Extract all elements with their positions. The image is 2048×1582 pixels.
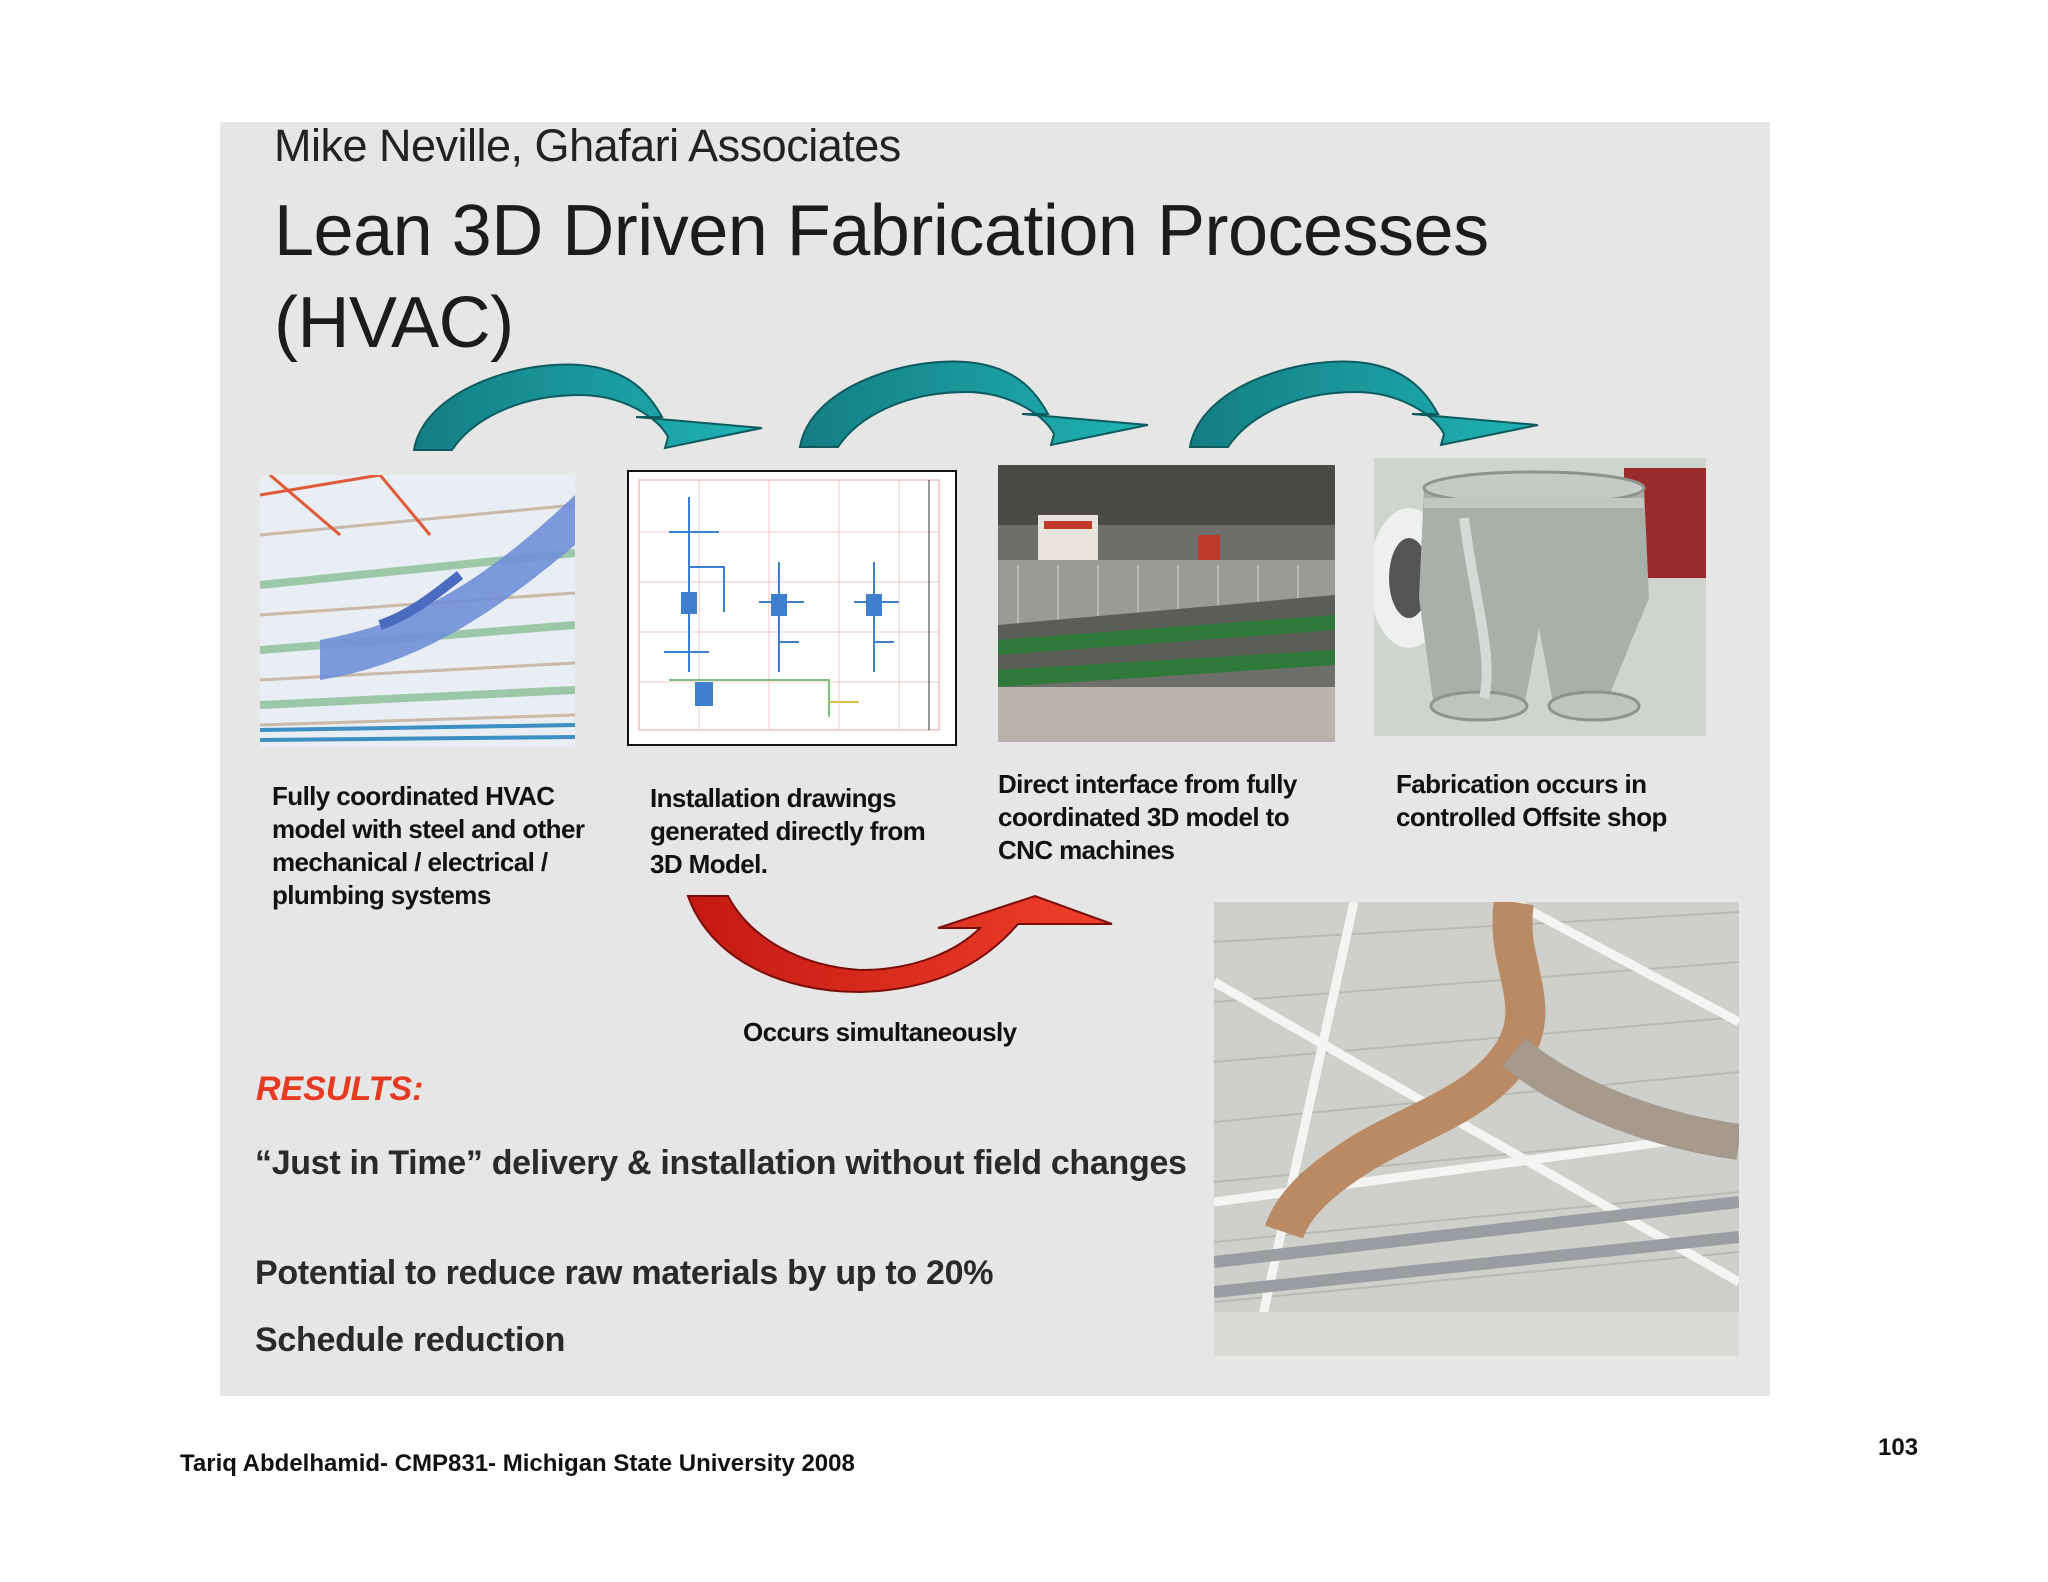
installed-ductwork-photo <box>1214 902 1739 1356</box>
result-item-3: Schedule reduction <box>255 1321 566 1359</box>
teal-arrow-3 <box>1190 361 1538 447</box>
simultaneous-label: Occurs simultaneously <box>743 1017 1017 1047</box>
step-4-caption: Fabrication occurs in controlled Offsite shop <box>1396 769 1667 832</box>
teal-arrow-2 <box>800 361 1148 447</box>
slide-subtitle: Mike Neville, Ghafari Associates <box>274 120 901 171</box>
process-arrows <box>400 355 1560 455</box>
hvac-model-image <box>260 475 575 747</box>
simultaneous-arrow <box>680 888 1120 998</box>
results-heading: RESULTS: <box>256 1070 424 1108</box>
result-item-1: “Just in Time” delivery & installation without field changes <box>255 1144 1187 1182</box>
step-3-caption: Direct interface from fully coordinated 3D model to CNC machines <box>998 769 1297 865</box>
fabricated-duct-image <box>1374 458 1706 736</box>
cnc-machine-image <box>998 465 1335 742</box>
slide-title: Lean 3D Driven Fabrication Processes (HVAC) <box>274 191 1489 363</box>
result-item-2: Potential to reduce raw materials by up to 20% <box>255 1254 994 1292</box>
page-number: 103 <box>1878 1434 1919 1461</box>
footer-credit: Tariq Abdelhamid- CMP831- Michigan State University 2008 <box>180 1450 855 1477</box>
installation-drawing-image <box>627 470 957 746</box>
step-2-caption: Installation drawings generated directly from 3D Model. <box>650 783 926 879</box>
step-1-caption: Fully coordinated HVAC model with steel and other mechanical / electrical / plumbing systems <box>272 781 585 910</box>
teal-arrow-1 <box>414 364 762 450</box>
